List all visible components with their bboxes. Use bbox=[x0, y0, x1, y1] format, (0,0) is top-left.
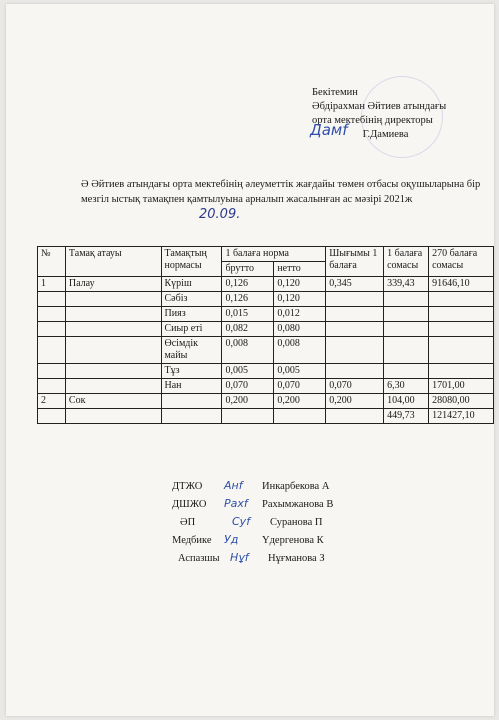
cell-sum270: 121427,10 bbox=[429, 409, 494, 424]
cell-sum1 bbox=[384, 292, 429, 307]
cell-no bbox=[38, 379, 66, 394]
table-header-row bbox=[38, 247, 494, 262]
staff-role: ДШЖО bbox=[172, 499, 207, 510]
cell-spend bbox=[326, 364, 384, 379]
cell-sum1: 339,43 bbox=[384, 277, 429, 292]
cell-spend bbox=[326, 292, 384, 307]
handwritten-date: 20.09. bbox=[199, 207, 241, 222]
staff-row bbox=[172, 531, 333, 549]
cell-item: Сиыр еті bbox=[161, 322, 222, 337]
approval-block bbox=[312, 86, 446, 142]
cell-no: 1 bbox=[38, 277, 66, 292]
staff-signature: Суf bbox=[232, 515, 251, 528]
header-norm: Тамақтың нормасы bbox=[161, 247, 222, 277]
cell-sum270 bbox=[429, 337, 494, 364]
header-per-child: 1 балаға норма bbox=[222, 247, 326, 262]
cell-dish: Палау bbox=[65, 277, 161, 292]
header-no: № bbox=[38, 247, 66, 277]
header-sum270: 270 балаға сомасы bbox=[429, 247, 494, 277]
cell-item: Нан bbox=[161, 379, 222, 394]
cell-spend: 0,200 bbox=[326, 394, 384, 409]
cell-no bbox=[38, 322, 66, 337]
cell-sum1: 104,00 bbox=[384, 394, 429, 409]
cell-item: Сәбіз bbox=[161, 292, 222, 307]
staff-signatures bbox=[172, 477, 333, 567]
cell-sum270 bbox=[429, 322, 494, 337]
cell-item bbox=[161, 394, 222, 409]
table-row bbox=[38, 322, 494, 337]
approval-signature-line bbox=[310, 121, 446, 142]
header-dish: Тамақ атауы bbox=[65, 247, 161, 277]
staff-signature: Нұf bbox=[230, 551, 249, 564]
cell-dish bbox=[65, 307, 161, 322]
cell-spend bbox=[326, 322, 384, 337]
staff-signature: Анf bbox=[224, 479, 243, 492]
cell-gross: 0,200 bbox=[222, 394, 274, 409]
staff-signature: Уд bbox=[224, 533, 239, 546]
table-row bbox=[38, 277, 494, 292]
cell-no bbox=[38, 337, 66, 364]
cell-item: Өсімдік майы bbox=[161, 337, 222, 364]
cell-dish bbox=[65, 379, 161, 394]
cell-spend bbox=[326, 409, 384, 424]
cell-gross: 0,008 bbox=[222, 337, 274, 364]
cell-dish: Сок bbox=[65, 394, 161, 409]
cell-item: Тұз bbox=[161, 364, 222, 379]
cell-net: 0,120 bbox=[274, 292, 326, 307]
cell-item bbox=[161, 409, 222, 424]
approval-heading: Бекітемин bbox=[312, 87, 358, 98]
staff-name: Суранова П bbox=[270, 517, 323, 528]
staff-name: Нұғманова З bbox=[268, 553, 325, 564]
table-row bbox=[38, 307, 494, 322]
staff-role: Медбике bbox=[172, 535, 212, 546]
cell-net: 0,005 bbox=[274, 364, 326, 379]
cell-sum270 bbox=[429, 307, 494, 322]
cell-gross: 0,082 bbox=[222, 322, 274, 337]
document-page bbox=[6, 4, 494, 716]
header-net: нетто bbox=[274, 262, 326, 277]
header-gross: брутто bbox=[222, 262, 274, 277]
staff-row bbox=[172, 477, 333, 495]
cell-dish bbox=[65, 409, 161, 424]
cell-net: 0,012 bbox=[274, 307, 326, 322]
staff-name: Инкарбекова А bbox=[262, 481, 330, 492]
cell-net: 0,200 bbox=[274, 394, 326, 409]
cell-item: Пияз bbox=[161, 307, 222, 322]
cell-sum270 bbox=[429, 364, 494, 379]
director-signature: Дамf bbox=[310, 121, 348, 139]
cell-sum1: 6,30 bbox=[384, 379, 429, 394]
cell-dish bbox=[65, 337, 161, 364]
cell-no bbox=[38, 364, 66, 379]
cell-net: 0,070 bbox=[274, 379, 326, 394]
cell-sum270: 28080,00 bbox=[429, 394, 494, 409]
approval-school-line: Әбдірахман Әйтиев атындағы bbox=[312, 101, 447, 112]
cell-spend: 0,345 bbox=[326, 277, 384, 292]
staff-role: ӘП bbox=[180, 517, 196, 528]
table-row bbox=[38, 364, 494, 379]
header-spend: Шығымы 1 балаға bbox=[326, 247, 384, 277]
document-title: Ә Әйтиев атындағы орта мектебінің әлеуметтік жағдайы төмен отбасы оқушыларына бір мезгіл ыстық тамақпен қамтылуына арналып жасалынған ас мәзірі 2021ж bbox=[81, 179, 481, 205]
cell-net: 0,120 bbox=[274, 277, 326, 292]
cell-sum270 bbox=[429, 292, 494, 307]
table-row bbox=[38, 292, 494, 307]
table-row bbox=[38, 409, 494, 424]
cell-spend: 0,070 bbox=[326, 379, 384, 394]
staff-name: Үдергенова К bbox=[262, 535, 324, 546]
staff-role: ДТЖО bbox=[172, 481, 203, 492]
cell-gross: 0,005 bbox=[222, 364, 274, 379]
table-row bbox=[38, 337, 494, 364]
table-row bbox=[38, 394, 494, 409]
cell-no bbox=[38, 307, 66, 322]
cell-sum1 bbox=[384, 322, 429, 337]
cell-no bbox=[38, 292, 66, 307]
staff-name: Рахымжанова В bbox=[262, 499, 334, 510]
approval-position-line: орта мектебінің директоры bbox=[312, 115, 433, 126]
cell-net: 0,080 bbox=[274, 322, 326, 337]
staff-row bbox=[172, 495, 333, 513]
staff-signature: Рахf bbox=[224, 497, 248, 510]
cell-sum1 bbox=[384, 337, 429, 364]
header-sum1: 1 балаға сомасы bbox=[384, 247, 429, 277]
staff-row bbox=[172, 513, 333, 531]
cell-dish bbox=[65, 322, 161, 337]
staff-row bbox=[172, 549, 333, 567]
table-row bbox=[38, 379, 494, 394]
cell-gross bbox=[222, 409, 274, 424]
cell-sum1: 449,73 bbox=[384, 409, 429, 424]
cell-sum270: 91646,10 bbox=[429, 277, 494, 292]
cell-sum270: 1701,00 bbox=[429, 379, 494, 394]
cell-spend bbox=[326, 337, 384, 364]
cell-gross: 0,015 bbox=[222, 307, 274, 322]
cell-net: 0,008 bbox=[274, 337, 326, 364]
cell-sum1 bbox=[384, 307, 429, 322]
cell-gross: 0,070 bbox=[222, 379, 274, 394]
cell-dish bbox=[65, 292, 161, 307]
cell-no: 2 bbox=[38, 394, 66, 409]
cell-gross: 0,126 bbox=[222, 292, 274, 307]
cell-item: Күріш bbox=[161, 277, 222, 292]
staff-role: Аспазшы bbox=[178, 553, 220, 564]
cell-spend bbox=[326, 307, 384, 322]
approval-signer: Г.Дамиева bbox=[362, 129, 409, 140]
cell-no bbox=[38, 409, 66, 424]
menu-table bbox=[37, 246, 494, 424]
cell-net bbox=[274, 409, 326, 424]
cell-dish bbox=[65, 364, 161, 379]
cell-sum1 bbox=[384, 364, 429, 379]
cell-gross: 0,126 bbox=[222, 277, 274, 292]
